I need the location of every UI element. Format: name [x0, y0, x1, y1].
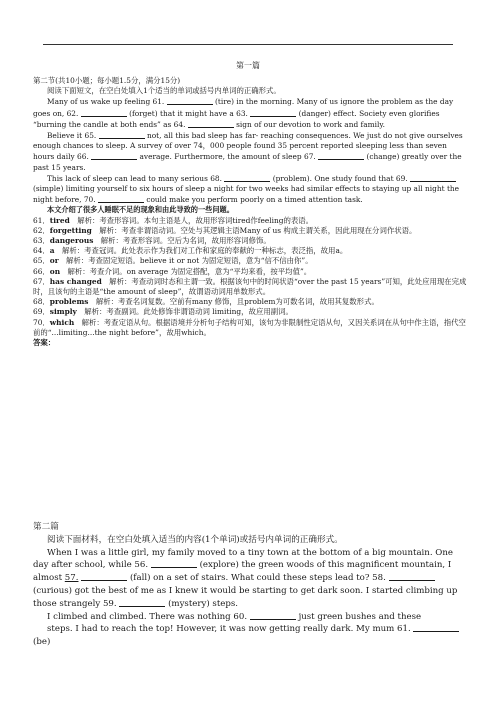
text: (danger) effect. Society even glorifies “burning the candle at both ends” as 64.	[33, 108, 440, 129]
header-rule	[43, 44, 453, 45]
answer-item: 62．forgetting 解析：考查非谓语动词。空处与其逻辑主语Many of us 构成主谓关系，因此用现在分词作状语。	[33, 225, 417, 235]
text: Believe it 65.	[47, 131, 97, 141]
text: (simple) limiting yourself to six hours of sleep a night for two weeks had similar effects to staying up all night the night before, 70.	[33, 184, 460, 205]
text: (change) greatly over the past 15 years.	[33, 152, 462, 172]
text: (problem). One study found that 69.	[272, 173, 408, 183]
part1-body	[33, 76, 469, 348]
text: I climbed and climbed. There was nothing 60.	[47, 611, 248, 622]
blank-68	[224, 173, 270, 182]
blank-62	[81, 108, 127, 117]
answer-item: 61．tired 解析：考查形容词。本句主语是人，故用形容词tired作feeling的表语。	[33, 215, 314, 225]
answer-list	[33, 216, 469, 338]
text: (be)	[33, 637, 51, 648]
text: (forget) that it might have a 63.	[129, 108, 248, 118]
answer-item: 69．simply 解析：考查副词。此处修饰非谓语动词 limiting，故应用副词。	[33, 307, 293, 317]
answer-item: 66．on 解析：考查介词。on average 为固定搭配，意为“平均来看，按平均值”。	[33, 266, 312, 276]
text: (curious) got the best of me as I knew it would be starting to get dark soon. I started climbing up those strangely 59.	[33, 585, 458, 609]
blank-66	[91, 151, 137, 160]
answer-item: 67．has changed 解析：考查动词时态和主谓一致。根据该句中的时间状语“over the past 15 years”可知，此处应用现在完成时，且该句的主语是“the amount of sleep”，故谓语动词用单数形式。	[33, 276, 467, 297]
answer-item: 68．problems 解析：考查名词复数。空前有many 修饰，且problem为可数名词，故用其复数形式。	[33, 297, 379, 307]
part2-body	[33, 521, 469, 649]
text: This lack of sleep can lead to many serious 68.	[47, 173, 222, 183]
text: sign of our devotion to work and family.	[236, 119, 385, 129]
section-header: 第二节(共10小题；每小题1.5分，满分15分)	[33, 76, 181, 85]
text: just green bushes and these	[298, 611, 422, 622]
text: Many of us wake up feeling 61.	[47, 97, 165, 107]
blank-60	[250, 611, 296, 620]
answer-item: 64．a 解析：考查冠词。此处表示作为我们对工作和家庭的奉献的一种标志，表泛指，故用a。	[33, 246, 348, 256]
passage-paragraph-1	[33, 96, 469, 130]
part2-paragraph-2-cont	[33, 623, 469, 649]
answer-item: 65．or 解析：考查固定短语。believe it or not 为固定短语，意为“信不信由你”。	[33, 256, 313, 266]
blank-61	[167, 96, 213, 105]
text: average. Furthermore, the amount of sleep 67.	[139, 152, 316, 162]
part2-paragraph-2	[33, 611, 469, 624]
text: not, all this bad sleep has far- reaching consequences. We just do not give ourselves enough chances to sleep. A survey of over 74，000 people found 35 percent reported sleeping less than seven hours daily 66.	[33, 131, 463, 162]
blank-65	[99, 130, 145, 139]
blank-61	[413, 623, 459, 632]
blank-63	[250, 108, 296, 117]
text: steps. I had to reach the top! However, it was now getting really dark. My mum 61.	[47, 624, 411, 635]
part2-paragraph-1	[33, 547, 469, 611]
text: (explore) the green woods of this magnificent mountain, I almost	[33, 560, 452, 584]
blank-70	[98, 194, 144, 203]
summary: 本文介绍了很多人睡眠不足的现象和由此导致的一些问题。	[47, 205, 234, 215]
part1-title: 第一篇	[236, 61, 260, 70]
text: (tire) in the morning. Many of us ignore the problem as the day goes on, 62.	[33, 97, 454, 118]
blank-56	[151, 559, 197, 568]
answer-item: 63．dangerous 解析：考查形容词。空后为名词，故用形容词修饰。	[33, 236, 271, 246]
answer-item: 70．which 解析：考查定语从句。根据语境并分析句子结构可知，该句为非限制性定语从句，又因关系词在从句中作主语，指代空前的“...limiting...the night before”，故用which。	[33, 317, 466, 337]
blank-64	[188, 119, 234, 128]
blank-57	[81, 572, 127, 581]
blank-69	[410, 173, 456, 182]
blank-59	[119, 598, 165, 607]
text: (mystery) steps.	[168, 598, 239, 609]
text: could make you perform poorly on a timed attention task.	[146, 195, 363, 205]
part2-title: 第二篇	[33, 522, 59, 532]
text: When I was a little girl, my family moved to a tiny town at the bottom of a big mountain. One day after school, while 56.	[33, 547, 453, 571]
passage-paragraph-2	[33, 130, 469, 173]
answer-label: 答案：	[33, 338, 56, 348]
blank-58	[389, 572, 435, 581]
text: (fall) on a set of stairs. What could these steps lead to? 58.	[129, 573, 386, 584]
blank-57-number: 57.	[64, 573, 79, 584]
passage-paragraph-3	[33, 173, 469, 206]
part2-instructions: 阅读下面材料，在空白处填入适当的内容(1个单词)或括号内单词的正确形式。	[47, 534, 343, 545]
instructions: 阅读下面短文，在空白处填入1个适当的单词或括号内单词的正确形式。	[47, 86, 281, 96]
blank-67	[318, 151, 364, 160]
